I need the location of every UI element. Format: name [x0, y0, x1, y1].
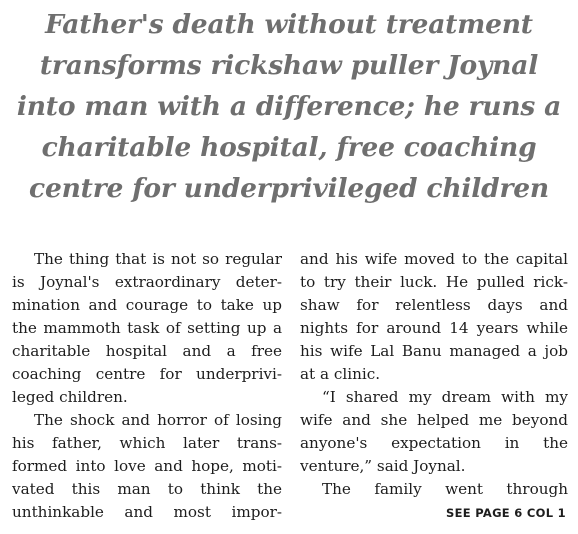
- body-line: leged children.: [12, 388, 128, 406]
- headline-line: Father's death without treatment: [45, 9, 533, 40]
- article-column-left: [12, 248, 282, 524]
- body-line: is Joynal's extraordinary deter-: [12, 273, 282, 291]
- body-line: charitable hospital and a free: [12, 342, 282, 360]
- body-line: coaching centre for underprivi-: [12, 365, 282, 383]
- body-line: his wife Lal Banu managed a job: [300, 342, 568, 360]
- body-line: shaw for relentless days and: [300, 296, 568, 314]
- headline-line: charitable hospital, free coaching: [41, 132, 537, 163]
- headline: [0, 4, 578, 209]
- body-line: nights for around 14 years while: [300, 319, 568, 337]
- body-line: mination and courage to take up: [12, 296, 282, 314]
- body-line: venture,” said Joynal.: [300, 457, 466, 475]
- body-line: his father, which later trans-: [12, 434, 282, 452]
- headline-line: centre for underprivileged children: [29, 173, 549, 204]
- headline-line: transforms rickshaw puller Joynal: [39, 50, 539, 81]
- body-line: wife and she helped me beyond: [300, 411, 568, 429]
- continued-on-page-note: SEE PAGE 6 COL 1: [446, 506, 566, 520]
- headline-line: into man with a difference; he runs a: [16, 91, 562, 122]
- body-line: The family went through: [322, 480, 568, 498]
- body-line: at a clinic.: [300, 365, 381, 383]
- body-line: anyone's expectation in the: [300, 434, 568, 452]
- body-line: The thing that is not so regular: [34, 250, 282, 268]
- body-line: formed into love and hope, moti-: [12, 457, 282, 475]
- body-line: unthinkable and most impor-: [12, 503, 282, 521]
- body-line: and his wife moved to the capital: [300, 250, 568, 268]
- body-line: “I shared my dream with my: [322, 388, 568, 406]
- body-line: vated this man to think the: [12, 480, 282, 498]
- body-line: to try their luck. He pulled rick-: [300, 273, 568, 291]
- body-line: the mammoth task of setting up a: [12, 319, 282, 337]
- article-column-right: [300, 248, 568, 501]
- body-line: The shock and horror of losing: [34, 411, 282, 429]
